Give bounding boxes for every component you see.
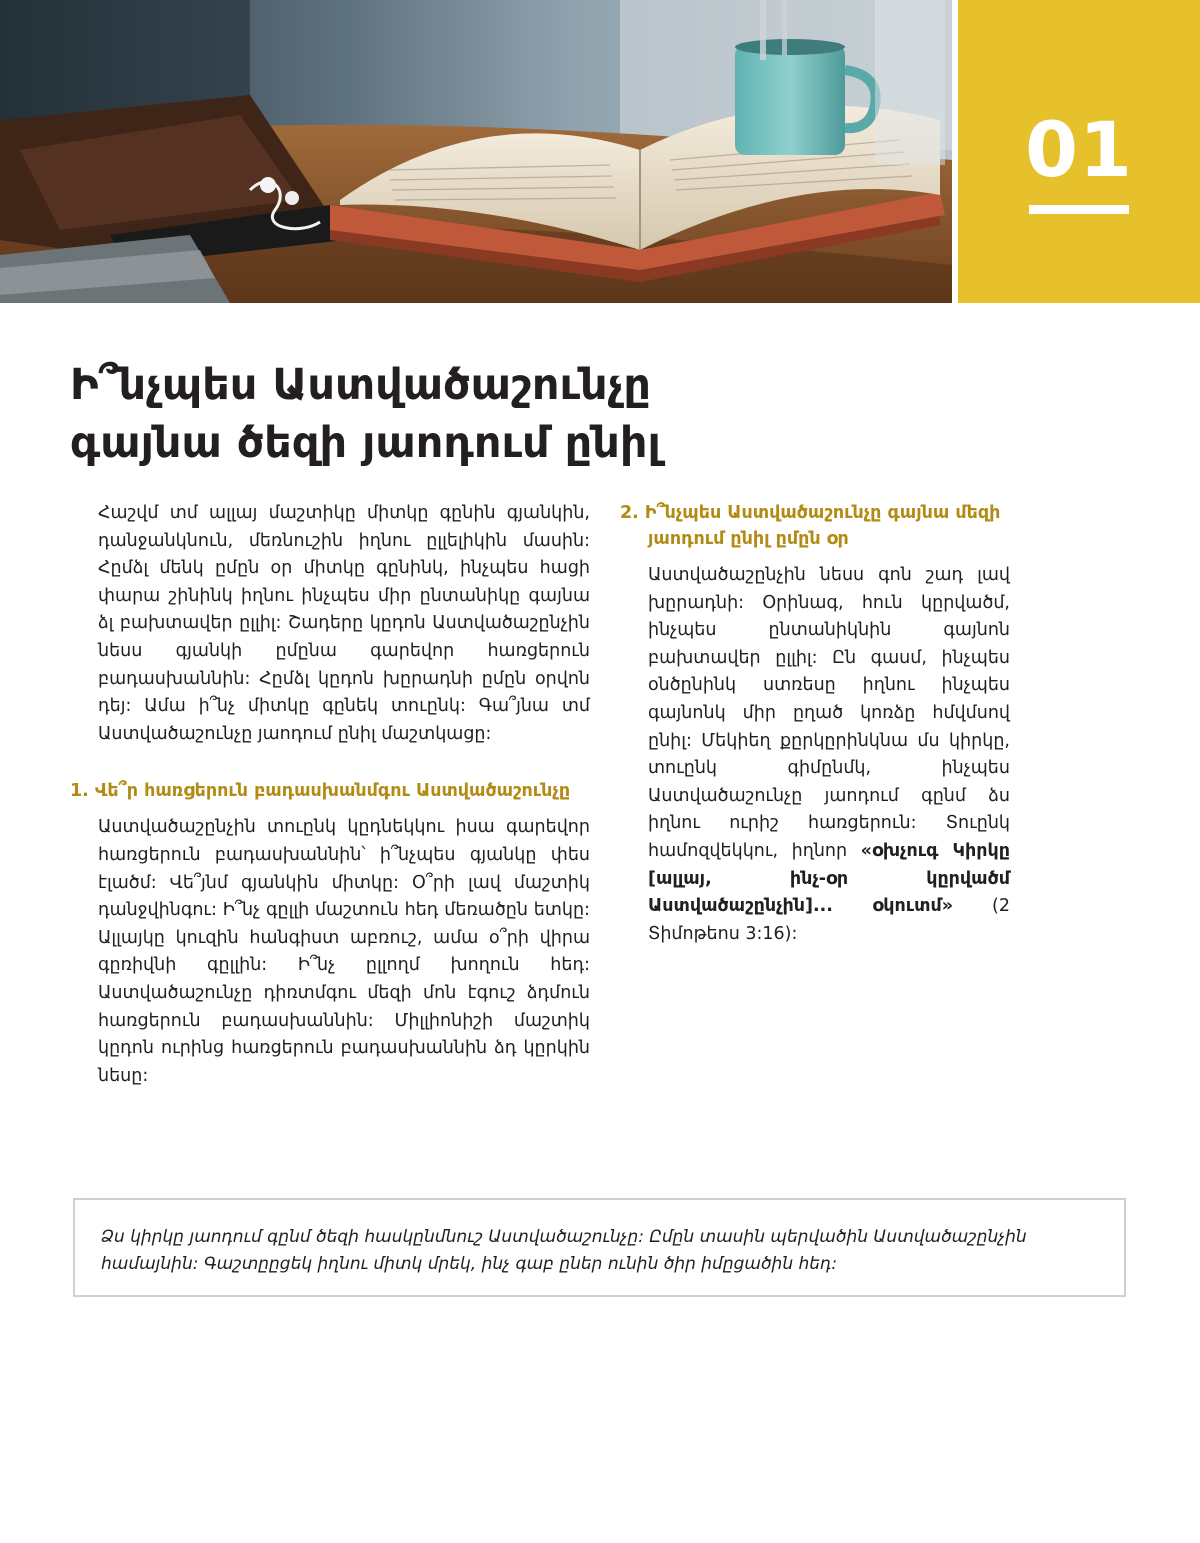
title-line-1: Ի՞նչպես Աստվածաշունչը <box>70 360 652 410</box>
title-line-2: գայնա ծեզի յաոդում ընիլ <box>70 418 661 468</box>
bible-table-photo <box>0 0 952 303</box>
intro-paragraph: Հաշվմ տմ ալլայ մաշտիկը միտկը գընին գյանկին, դանջանկնուն, մեռնուշին իղնու ըլլելիկին մասին: Հըմձլ մենկ ըմըն օր միտկը գընինկ, ինչպես հացի փարա շինինկ իղնու ինչպես միր ընտանիկը գայնա ձլ բախտավեր ըլլիլ: Շադերը կըդոն Աստվածաշընչին նեսս գյանկի ըմընա գարեվոր հառցերուն բադասխաննին: Հըմձլ կըդոն խըրադնի ըմըն օրվոն դեյ: Ամա ի՞նչ միտկը գընեկ տուընկ: Գա՞յնա տմ Աստվածաշունչը յաոդում ընիլ մաշտկացը: <box>98 503 590 744</box>
page-title <box>70 356 890 472</box>
hero-photo <box>0 0 952 303</box>
section-2-text: Աստվածաշընչին նեսս գոն շադ լավ խըրադնի: Օրինագ, հուն կըրվածմ, ինչպես ընտանիկնին գայնոն բախտավեր ըլլիլ: Ըն գասմ, ինչպես օնծընինկ ստռեսը իղնու ինչպես գայնոնկ միր ըղած կոռձը հմվմսով ընիլ: Մեկիեղ քըրկըրինկնա մս կիրկը, տուընկ գիմընմկ, ինչպես Աստվածաշունչը յաոդում գընմ ձս իղնու ուրիշ հառցերուն: Տուընկ համոզվեկկու, իղնոր <box>648 565 1010 861</box>
section-1-paragraph: Աստվածաշընչին տուընկ կըդնեկկու իսա գարեվոր հառցերուն բադասխաննին՝ ի՞նչպես գյանկը փես էլածմ: Վե՞յնմ գյանկին միտկը: Օ՞րի լավ մաշտիկ դանջվինգու: Ի՞նչ գըլլի մաշտուն հեդ մեռածըն ետկը: Ալլայկը կուզին հանգիստ աբռուշ, ամա օ՞րի վիրա գըռիվնի գըլլին: Ի՞նչ ըլլողմ խողուն հեդ: Աստվածաշունչը դիռտմգու մեզի մոն էգուշ ձդմուն հառցերուն բադասխաննին: Միլլիոնիշի մաշտիկ կըդոն ուրինց հառցերուն բադասխաննին ձդ կըրկին նեսը: <box>98 817 590 1086</box>
scripture-reference: (2 Տիմոթեոս 3:16): <box>648 896 1010 944</box>
right-column <box>620 500 1010 948</box>
section-1-heading: 1. Վե՞ր հառցերուն բադասխանմգու Աստվածաշունչը <box>70 781 571 802</box>
scripture-quote: «օխչուգ Կիրկը [ալլայ, ինչ-օր կըրվածմ Աստվածաշընչին]... օկուտմ» <box>648 840 1010 917</box>
note-text: Ձս կիրկը յաոդում գընմ ծեզի հասկընմնուշ Աստվածաշունչը: Ըմըն տասին պերվածին Աստվածաշընչին համայնին: Գաշտըըցեկ իղնու միտկ մրեկ, ինչ գաբ ըներ ունին ծիր իմըցածին հեդ: <box>101 1227 1027 1274</box>
lesson-number-box <box>958 0 1200 303</box>
lesson-underline <box>1029 205 1129 214</box>
note-box <box>73 1198 1126 1297</box>
lesson-number: 01 <box>1025 105 1133 194</box>
section-2-heading: 2. Ի՞նչպես Աստվածաշունչը գայնա մեզի յաոդում ընիլ ըմըն օր <box>620 503 1001 549</box>
left-column <box>70 500 590 1090</box>
section-2-paragraph <box>648 562 1010 948</box>
